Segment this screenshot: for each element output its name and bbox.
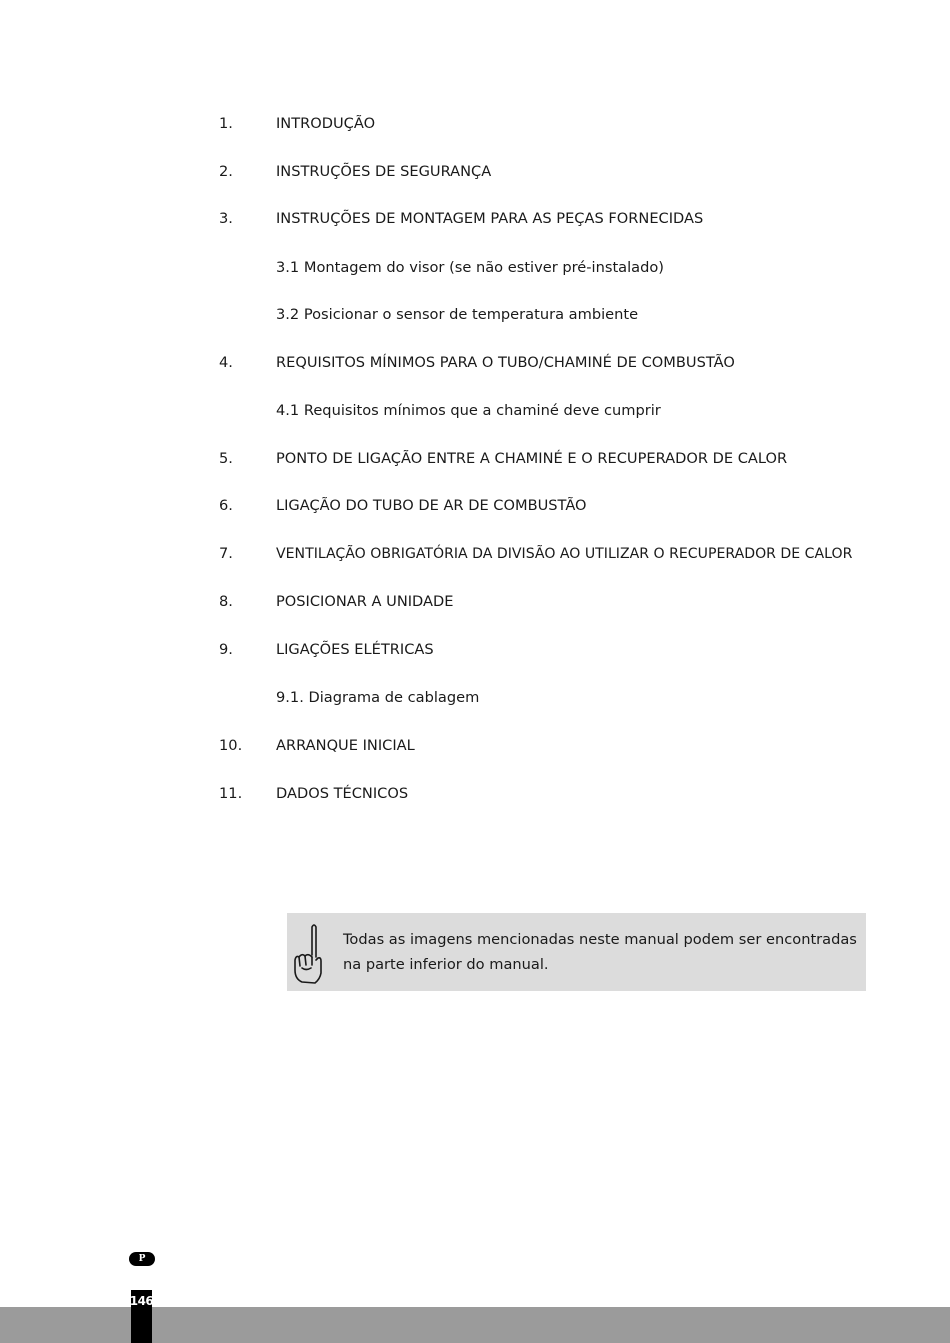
toc-item[interactable] bbox=[0, 782, 950, 806]
toc-item-title: INSTRUÇÕES DE MONTAGEM PARA AS PEÇAS FORNECIDAS bbox=[276, 210, 704, 227]
toc-item[interactable] bbox=[0, 447, 950, 471]
toc-item-title: DADOS TÉCNICOS bbox=[276, 785, 409, 802]
toc-subitem[interactable] bbox=[0, 686, 950, 710]
toc-item[interactable] bbox=[0, 160, 950, 184]
toc-item-title: INSTRUÇÕES DE SEGURANÇA bbox=[276, 163, 492, 180]
toc-item-number: 10. bbox=[219, 737, 243, 754]
toc-item-number: 5. bbox=[219, 450, 233, 467]
toc-item-number: 2. bbox=[219, 163, 233, 180]
toc-item-number: 6. bbox=[219, 497, 233, 514]
toc-subitem[interactable] bbox=[0, 256, 950, 280]
toc-item[interactable] bbox=[0, 734, 950, 758]
toc-item[interactable] bbox=[0, 112, 950, 136]
toc-item-number: 4. bbox=[219, 354, 233, 371]
info-note bbox=[287, 913, 866, 991]
toc-subitem[interactable] bbox=[0, 399, 950, 423]
toc-item-title: 3.1 Montagem do visor (se não estiver pré-instalado) bbox=[276, 259, 665, 276]
toc-item[interactable] bbox=[0, 207, 950, 231]
toc-item-title: INTRODUÇÃO bbox=[276, 115, 376, 132]
toc-item-number: 11. bbox=[219, 785, 243, 802]
toc-item-number: 8. bbox=[219, 593, 233, 610]
toc-item-title: LIGAÇÕES ELÉTRICAS bbox=[276, 641, 434, 658]
toc-item-title: 9.1. Diagrama de cablagem bbox=[276, 689, 480, 706]
toc-item-number: 9. bbox=[219, 641, 233, 658]
toc-item[interactable] bbox=[0, 494, 950, 518]
toc-item-number: 1. bbox=[219, 115, 233, 132]
toc-item-title: 4.1 Requisitos mínimos que a chaminé deve cumprir bbox=[276, 402, 661, 419]
toc-item[interactable] bbox=[0, 638, 950, 662]
toc-item-title: LIGAÇÃO DO TUBO DE AR DE COMBUSTÃO bbox=[276, 497, 587, 514]
language-badge: P bbox=[129, 1252, 155, 1266]
toc-item[interactable] bbox=[0, 542, 950, 566]
toc-item-number: 7. bbox=[219, 545, 233, 562]
toc-item-title: REQUISITOS MÍNIMOS PARA O TUBO/CHAMINÉ DE COMBUSTÃO bbox=[276, 354, 735, 371]
toc-item-title: POSICIONAR A UNIDADE bbox=[276, 593, 454, 610]
toc-item-title: ARRANQUE INICIAL bbox=[276, 737, 415, 754]
toc-item[interactable] bbox=[0, 351, 950, 375]
toc-subitem[interactable] bbox=[0, 303, 950, 327]
page-number: 146 bbox=[129, 1294, 154, 1308]
toc-item-title: PONTO DE LIGAÇÃO ENTRE A CHAMINÉ E O RECUPERADOR DE CALOR bbox=[276, 450, 788, 467]
pointing-finger-icon bbox=[291, 921, 327, 985]
toc-item-title: 3.2 Posicionar o sensor de temperatura ambiente bbox=[276, 306, 639, 323]
toc-item-number: 3. bbox=[219, 210, 233, 227]
toc-item-title: VENTILAÇÃO OBRIGATÓRIA DA DIVISÃO AO UTILIZAR O RECUPERADOR DE CALOR bbox=[276, 546, 853, 562]
toc-item[interactable] bbox=[0, 590, 950, 614]
note-text: Todas as imagens mencionadas neste manual podem ser encontradas na parte inferior do manual. bbox=[343, 931, 857, 973]
